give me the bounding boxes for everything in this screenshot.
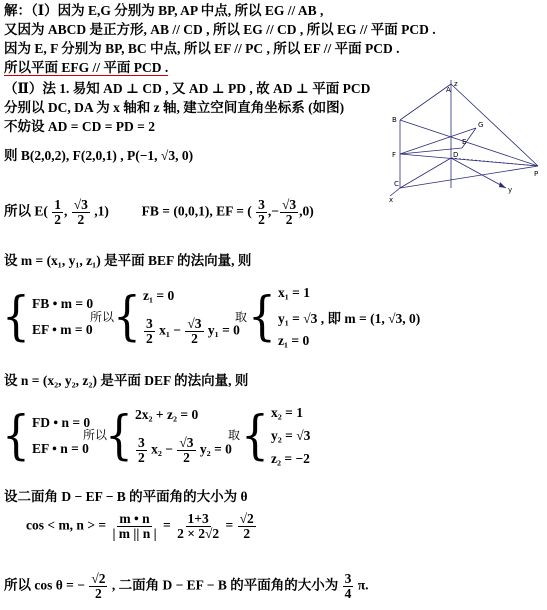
take-label-1: 取 [235, 310, 248, 324]
vectors-fb-ef: FB = (0,0,1), EF = ( [141, 203, 252, 219]
frac-3-2 [256, 198, 267, 227]
system-1-left [2, 286, 93, 348]
brace: { [2, 404, 30, 466]
frac-den: 2 [54, 212, 61, 227]
line-5: （Ⅱ）法 1. 易知 AD ⊥ CD , 又 AD ⊥ PD , 故 AD ⊥ 平面 PCD [4, 81, 371, 96]
line-7: 不妨设 AD = CD = PD = 2 [4, 119, 155, 134]
frac-den: 2 [243, 526, 251, 541]
line-14: 设二面角 D − EF − B 的平面角的大小为 θ [4, 489, 248, 504]
frac-den: 2 [258, 212, 265, 227]
brace: { [248, 285, 276, 347]
frac-den: 2 [285, 212, 293, 227]
frac-num: m • n [119, 511, 150, 526]
eq-fd-n: FD • n = 0 [32, 415, 91, 430]
frac-1-2 [52, 198, 63, 227]
e-coord-pre: 所以 E( [4, 203, 48, 219]
label-P: P [534, 170, 539, 178]
label-A: A [446, 86, 451, 94]
frac-num: 1 [54, 197, 61, 212]
line-2: 又因为 ABCD 是正方形, AB // CD , 所以 EG // CD , 所以 EG // 平面 PCD . [4, 22, 436, 37]
line-12: 设 n = (x₂, y₂, z₂) 是平面 DEF 的法向量, 则 [4, 373, 249, 388]
system-2-left [2, 405, 90, 467]
eq-z1b: z₁ = 0 [278, 333, 310, 348]
eq-x2: x₂ = 1 [271, 404, 303, 420]
eq-x1: x₁ = 1 [278, 285, 310, 300]
line-16 [4, 572, 369, 601]
e-coord-post: ,1) [94, 203, 109, 219]
eq-x1-y1: $\frac{3}{2}$ x₁ − $\frac{√3}{2}$ y₁ = 0 [146, 315, 240, 346]
take-label-2: 取 [228, 428, 241, 442]
equals: = [162, 517, 171, 533]
eq-ef-m: EF • m = 0 [32, 322, 93, 337]
system-2-mid [105, 399, 232, 473]
label-F: F [392, 151, 397, 159]
label-G: G [478, 121, 484, 129]
frac-den: | m || n | [112, 526, 157, 541]
line-6: 分别以 DC, DA 为 x 轴和 z 轴, 建立空间直角坐标系 (如图) [4, 100, 345, 115]
brace: { [113, 285, 141, 347]
label-x: x [389, 196, 394, 202]
line-4 [4, 59, 168, 76]
frac-r3-2 [72, 198, 90, 227]
frac-num: 3 [344, 571, 352, 586]
line-4-text: 所以平面 EFG // 平面 PCD . [4, 60, 169, 75]
frac-den: 4 [344, 586, 352, 601]
eq-fb-m: FB • m = 0 [32, 296, 94, 311]
frac-num: 1+3 [187, 511, 209, 526]
eq-x2-y2: $\frac{3}{2}$ x₂ − $\frac{√3}{2}$ y₂ = 0 [138, 434, 232, 465]
frac-num: √3 [73, 197, 88, 212]
eq-ef-n: EF • n = 0 [32, 441, 89, 456]
eq-2x2-z2: 2x₂ + z₂ = 0 [135, 407, 199, 423]
cos-lhs: cos < m, n > = [26, 517, 107, 533]
system-1-right [248, 280, 420, 354]
concl-mid: , 二面角 D − EF − B 的平面角的大小为 [111, 577, 339, 593]
frac-num: √3 [282, 197, 297, 212]
label-C: C [394, 180, 399, 188]
brace: { [241, 404, 269, 466]
label-B: B [392, 116, 397, 124]
eq-z2: z₂ = −2 [271, 451, 310, 467]
frac-num: √2 [91, 571, 106, 586]
brace: { [2, 285, 30, 347]
line-15 [26, 512, 257, 541]
frac-den: 2 × 2√2 [177, 526, 220, 541]
frac-num: 3 [258, 197, 265, 212]
system-1-mid [113, 280, 240, 354]
label-z: z [454, 80, 458, 88]
label-y: y [508, 186, 513, 194]
geometry-figure [388, 78, 543, 202]
line-9: 所以 E( $\frac{1}{2}$ , $\frac{√3}{2}$ ,1) FB = (0,0,1), EF = ( $\frac{3}{2}$ ,− $\frac{√3}{2}$ ,0) [4, 197, 314, 227]
frac-num: √2 [239, 511, 254, 526]
frac-den: 2 [77, 212, 85, 227]
line-10: 设 m = (x₁, y₁, z₁) 是平面 BEF 的法向量, 则 [4, 253, 252, 268]
vectors-end: ,0) [299, 203, 314, 219]
concl-pre: 所以 cos θ = − [4, 577, 85, 593]
line-3: 因为 E, F 分别为 BP, BC 中点, 所以 EF // PC , 所以 EF // 平面 PCD . [4, 41, 400, 56]
label-D: D [453, 151, 459, 159]
frac-r3-2b [280, 198, 298, 227]
equals: = [225, 517, 234, 533]
line-1: 解：（Ⅰ）因为 E,G 分别为 BP, AP 中点, 所以 EG // AB , [4, 3, 324, 18]
line-8: 则 B(2,0,2), F(2,0,1) , P(−1, √3, 0) [4, 148, 194, 163]
system-2-right [241, 399, 310, 473]
label-E: E [462, 138, 467, 146]
brace: { [105, 404, 133, 466]
eq-y1-m: y₁ = √3 , 即 m = (1, √3, 0) [278, 311, 421, 326]
so-label-1: 所以 [90, 310, 115, 324]
eq-y2: y₂ = √3 [271, 427, 311, 443]
so-label-2: 所以 [83, 428, 108, 442]
concl-end: π. [357, 577, 369, 593]
frac-den: 2 [95, 586, 102, 601]
eq-z1: z₁ = 0 [143, 288, 175, 304]
